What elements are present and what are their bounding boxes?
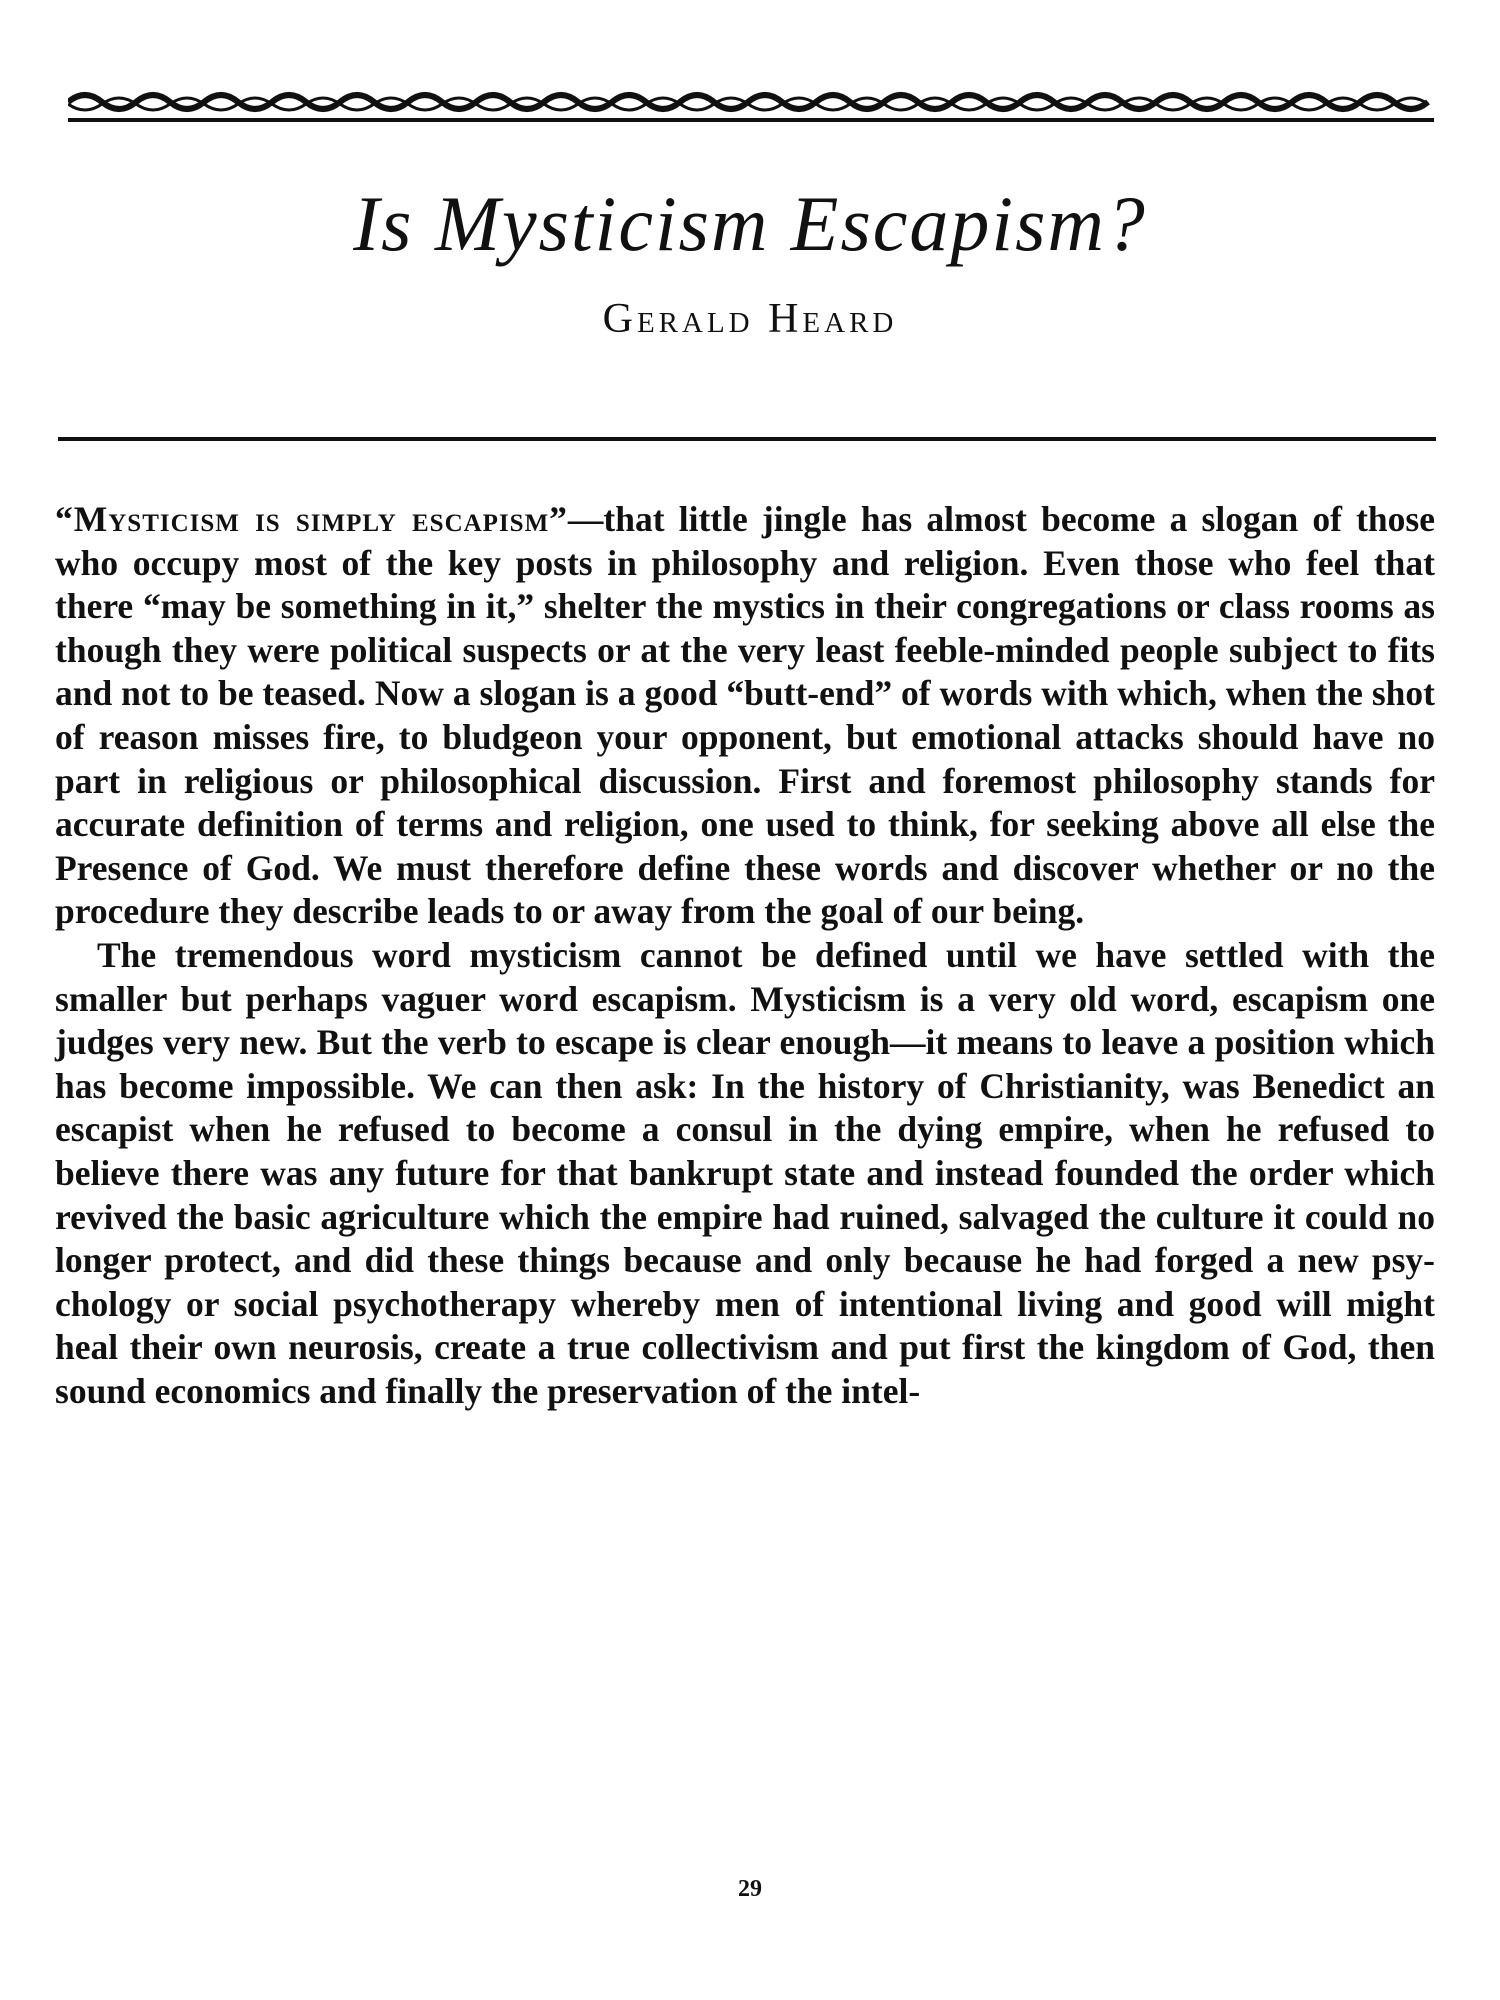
title-divider-rule [58, 437, 1436, 441]
opening-smallcaps: “Mysticism is simply escapism” [55, 499, 568, 539]
paragraph-1 [55, 498, 1435, 934]
paragraph-1-text: —that little jingle has almost become a slogan of those who occupy most of the key posts in philosophy and religion. Even those who feel that there “may be something in it,” shelter the mystics in their congregations or class rooms as though they were political suspects or at the very least feeble-minded people subject to fits and not to be teased. Now a slogan is a good “butt-end” of words with which, when the shot of reason misses fire, to bludgeon your opponent, but emotional attacks should have no part in religious or philosophical discussion. First and foremost philosophy stands for accurate definition of terms and religion, one used to think, for seeking above all else the Presence of God. We must therefore define these words and discover whether or no the procedure they describe leads to or away from the goal of our being. [55, 499, 1435, 932]
article-author: Gerald Heard [602, 296, 898, 342]
wave-ornament-icon [68, 88, 1434, 124]
paragraph-2: The tremendous word mysticism cannot be defined until we have settled with the smaller but perhaps vaguer word escapism. Mysticism is a very old word, escapism one judges very new. But the verb to escape is clear enough—it means to leave a position which has become impossible. We can then ask: In the history of Christianity, was Benedict an escapist when he refused to become a consul in the dying empire, when he refused to believe there was any future for that bankrupt state and instead founded the order which revived the basic agriculture which the empire had ruined, salvaged the culture it could no longer protect, and did these things because and only because he had forged a new psychology or social psychotherapy whereby men of intentional living and good will might heal their own neurosis, create a true collectivism and put first the kingdom of God, then sound economics and finally the preservation of the intel- [55, 934, 1435, 1411]
article-body [55, 498, 1435, 1413]
article-title: Is Mysticism Escapism? [353, 180, 1147, 267]
page-number: 29 [738, 1876, 762, 1902]
